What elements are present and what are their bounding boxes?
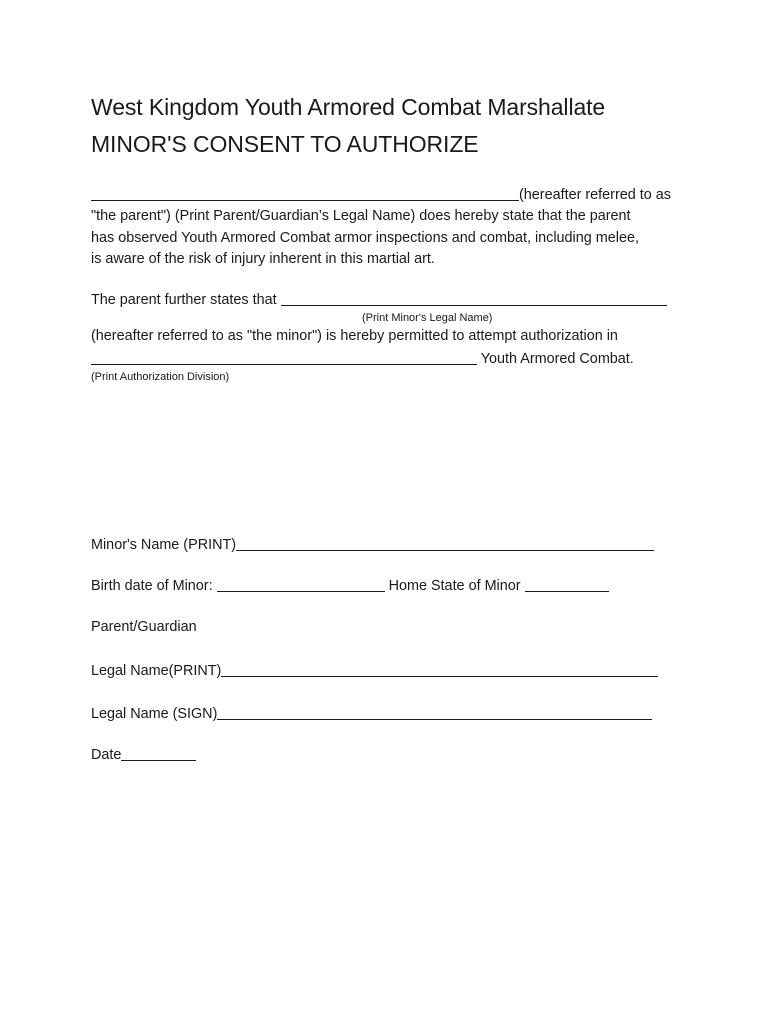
home-state-label: Home State of Minor — [388, 578, 521, 594]
title-line-2: MINOR'S CONSENT TO AUTHORIZE — [91, 131, 479, 157]
minor-name-input[interactable] — [236, 536, 654, 551]
para1-line-2: "the parent") (Print Parent/Guardian’s Legal Name) does hereby state that the parent — [91, 208, 631, 224]
para1-line-4: is aware of the risk of injury inherent in this martial art. — [91, 251, 435, 267]
minor-name-field-row — [91, 536, 654, 553]
date-label: Date — [91, 747, 122, 763]
minor-name-caption: (Print Minor's Legal Name) — [362, 312, 493, 324]
legal-name-print-label: Legal Name(PRINT) — [91, 663, 222, 679]
legal-name-sign-input[interactable] — [217, 705, 652, 720]
legal-name-print-row — [91, 662, 658, 679]
youth-armored-combat-text: Youth Armored Combat. — [480, 351, 634, 367]
birth-state-row — [91, 577, 609, 594]
date-input[interactable] — [121, 746, 196, 761]
home-state-input[interactable] — [525, 577, 609, 592]
minor-name-line — [91, 291, 667, 308]
para1-line-3: has observed Youth Armored Combat armor inspections and combat, including melee, — [91, 230, 639, 246]
parent-name-blank[interactable] — [91, 186, 519, 201]
birth-date-label: Birth date of Minor: — [91, 578, 213, 594]
legal-name-print-input[interactable] — [221, 662, 658, 677]
legal-name-sign-row — [91, 705, 652, 722]
hereafter-text: (hereafter referred to as — [519, 187, 671, 203]
birth-date-input[interactable] — [217, 577, 385, 592]
division-caption: (Print Authorization Division) — [91, 371, 230, 383]
legal-name-sign-label: Legal Name (SIGN) — [91, 706, 218, 722]
parent-name-line — [91, 186, 671, 203]
date-row — [91, 746, 196, 763]
para2-line-2: (hereafter referred to as "the minor") is hereby permitted to attempt authorization in — [91, 328, 618, 344]
authorization-division-blank[interactable] — [91, 350, 477, 365]
minor-name-label: Minor's Name (PRINT) — [91, 537, 237, 553]
parent-states-text: The parent further states that — [91, 292, 277, 308]
title-line-1: West Kingdom Youth Armored Combat Marshallate — [91, 94, 606, 120]
parent-guardian-label: Parent/Guardian — [91, 619, 197, 635]
minor-legal-name-blank[interactable] — [281, 291, 667, 306]
division-line — [91, 350, 634, 367]
